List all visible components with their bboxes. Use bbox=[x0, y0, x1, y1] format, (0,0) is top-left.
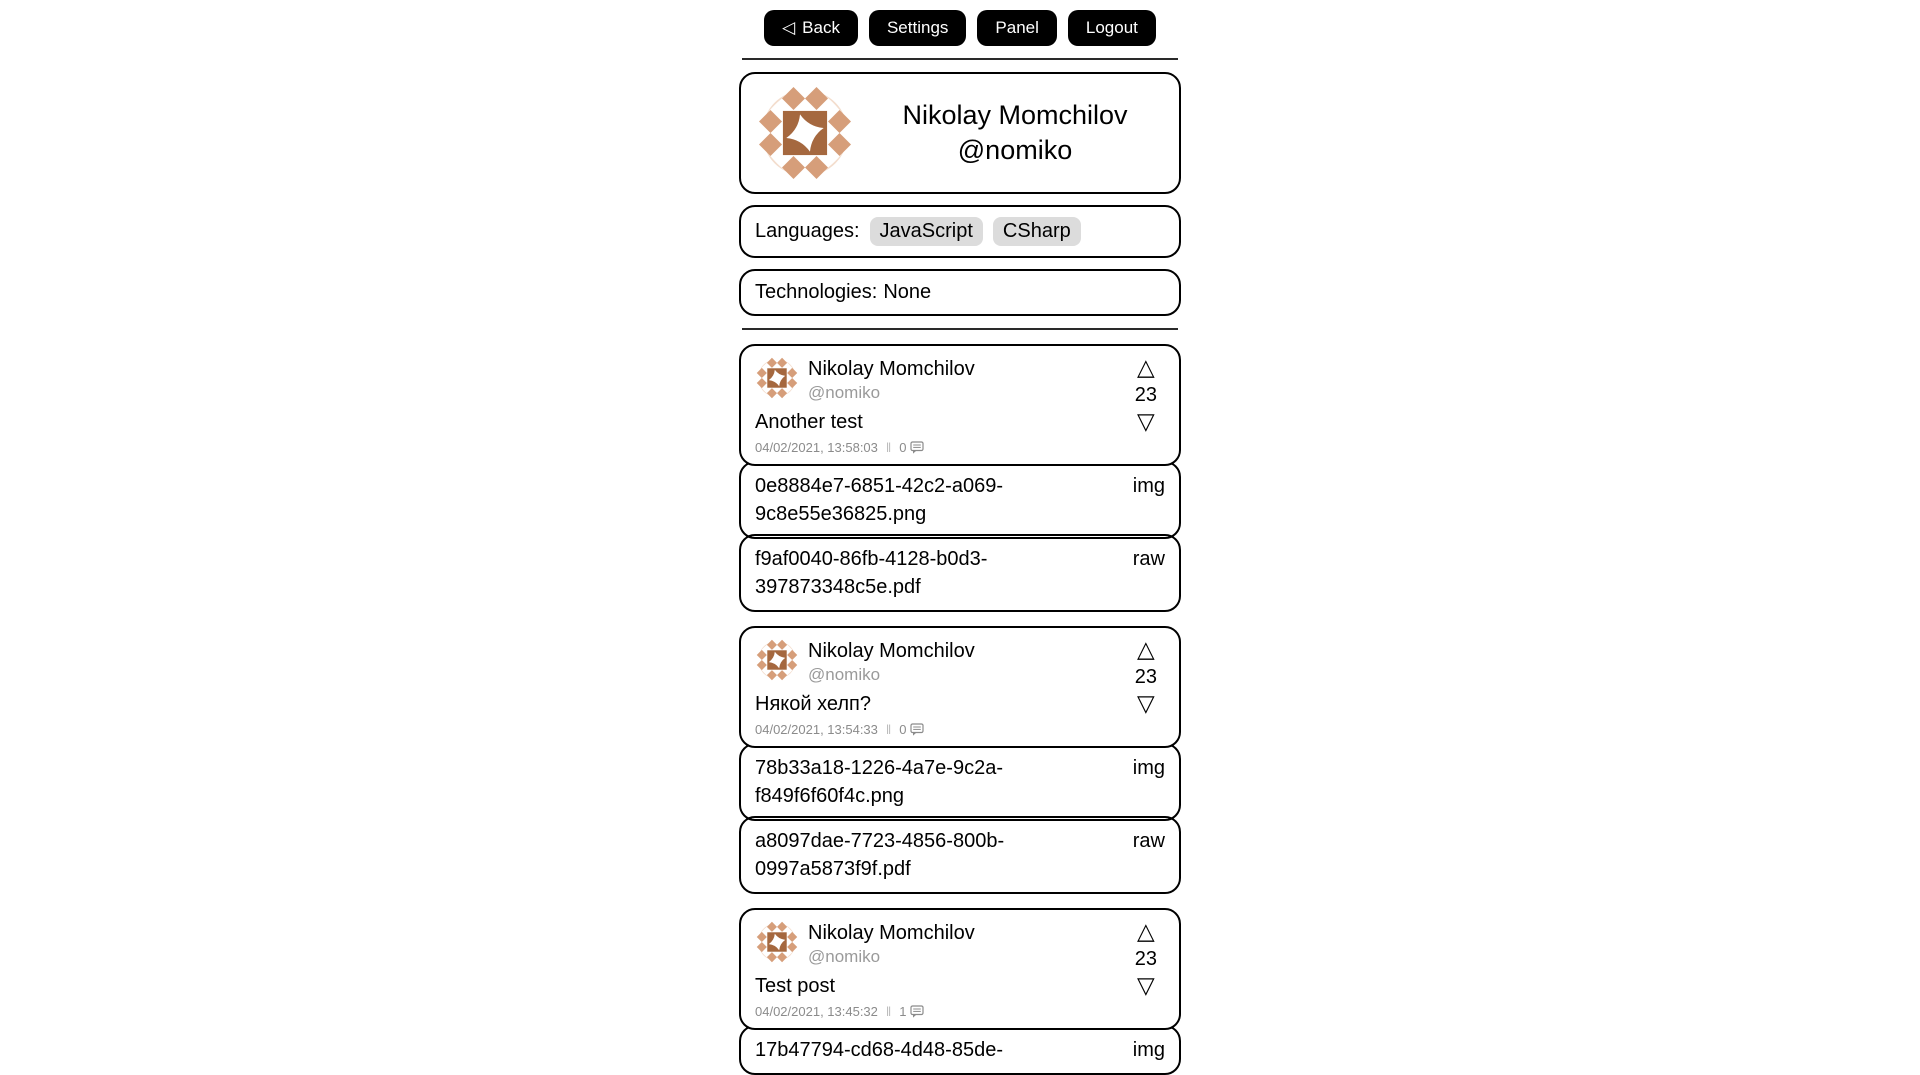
attachment-type: raw bbox=[1132, 830, 1165, 853]
technologies-value: None bbox=[883, 281, 932, 304]
panel-button[interactable]: Panel bbox=[977, 10, 1056, 46]
meta-separator: ‖ bbox=[885, 440, 892, 456]
vote-column bbox=[1135, 637, 1157, 716]
post-avatar bbox=[755, 638, 799, 682]
attachment-filename: 17b47794-cd68-4d48-85de- bbox=[755, 1039, 1003, 1062]
post-card[interactable] bbox=[739, 908, 1181, 1030]
page bbox=[739, 0, 1181, 1075]
post-author: Nikolay Momchilov bbox=[808, 358, 975, 381]
profile-names bbox=[865, 98, 1165, 169]
attachment-type: img bbox=[1132, 475, 1165, 498]
posts-divider bbox=[742, 328, 1178, 330]
post-group bbox=[739, 908, 1181, 1075]
technologies-card bbox=[739, 269, 1181, 316]
technologies-label: Technologies: bbox=[755, 281, 878, 304]
attachment-card[interactable] bbox=[739, 816, 1181, 894]
post-author-block bbox=[808, 356, 975, 403]
attachment-filename: a8097dae-7723-4856-800b-0997a5873f9f.pdf bbox=[755, 830, 1005, 881]
settings-button[interactable]: Settings bbox=[869, 10, 966, 46]
post-meta bbox=[755, 440, 1165, 455]
comment-icon bbox=[910, 441, 924, 454]
back-arrow-icon: ◁ bbox=[782, 18, 796, 37]
profile-card bbox=[739, 72, 1181, 194]
attachment-type: raw bbox=[1132, 548, 1165, 571]
post-group bbox=[739, 626, 1181, 894]
post-author: Nikolay Momchilov bbox=[808, 922, 975, 945]
vote-column bbox=[1135, 919, 1157, 998]
attachment-type: img bbox=[1132, 1039, 1165, 1062]
attachment-type: img bbox=[1132, 757, 1165, 780]
post-avatar bbox=[755, 356, 799, 400]
post-handle: @nomiko bbox=[808, 383, 881, 403]
attachment-card[interactable] bbox=[739, 1025, 1181, 1075]
post-title: Another test bbox=[755, 411, 863, 434]
post-author-block bbox=[808, 638, 975, 685]
post-card[interactable] bbox=[739, 626, 1181, 748]
post-card[interactable] bbox=[739, 344, 1181, 466]
languages-card bbox=[739, 205, 1181, 258]
back-button[interactable] bbox=[764, 10, 858, 46]
upvote-button[interactable]: △ bbox=[1137, 918, 1155, 945]
meta-separator: ‖ bbox=[885, 722, 892, 738]
attachment-filename: 0e8884e7-6851-42c2-a069-9c8e55e36825.png bbox=[755, 475, 1003, 526]
vote-count: 23 bbox=[1134, 947, 1157, 970]
post-avatar bbox=[755, 920, 799, 964]
profile-avatar bbox=[755, 83, 855, 183]
comment-count: 1 bbox=[899, 1004, 907, 1020]
post-meta bbox=[755, 722, 1165, 737]
comments-indicator bbox=[899, 722, 923, 737]
post-timestamp: 04/02/2021, 13:54:33 bbox=[755, 722, 878, 738]
profile-handle: @nomiko bbox=[957, 135, 1073, 166]
vote-count: 23 bbox=[1134, 383, 1157, 406]
posts-list bbox=[739, 344, 1181, 1075]
attachment-filename: 78b33a18-1226-4a7e-9c2a-f849f6f60f4c.png bbox=[755, 757, 1003, 808]
attachment-card[interactable] bbox=[739, 743, 1181, 821]
back-button-label: Back bbox=[802, 18, 840, 37]
comment-icon bbox=[910, 723, 924, 736]
attachment-card[interactable] bbox=[739, 461, 1181, 539]
comments-indicator bbox=[899, 440, 923, 455]
post-header bbox=[755, 356, 1165, 403]
upvote-button[interactable]: △ bbox=[1137, 354, 1155, 381]
post-timestamp: 04/02/2021, 13:58:03 bbox=[755, 440, 878, 456]
upvote-button[interactable]: △ bbox=[1137, 636, 1155, 663]
languages-label: Languages: bbox=[755, 220, 860, 243]
vote-column bbox=[1135, 355, 1157, 434]
post-title: Някой хелп? bbox=[755, 693, 871, 716]
top-divider bbox=[742, 58, 1178, 60]
logout-button[interactable]: Logout bbox=[1068, 10, 1156, 46]
meta-separator: ‖ bbox=[885, 1004, 892, 1020]
post-author-block bbox=[808, 920, 975, 967]
attachment-card[interactable] bbox=[739, 534, 1181, 612]
post-author: Nikolay Momchilov bbox=[808, 640, 975, 663]
toolbar bbox=[739, 10, 1181, 46]
language-tag-javascript: JavaScript bbox=[870, 217, 983, 246]
downvote-button[interactable]: ▽ bbox=[1137, 407, 1155, 434]
comment-count: 0 bbox=[899, 722, 907, 738]
post-title: Test post bbox=[755, 975, 836, 998]
post-handle: @nomiko bbox=[808, 665, 881, 685]
attachment-filename: f9af0040-86fb-4128-b0d3-397873348c5e.pdf bbox=[755, 548, 988, 599]
downvote-button[interactable]: ▽ bbox=[1137, 971, 1155, 998]
profile-name: Nikolay Momchilov bbox=[902, 99, 1128, 130]
vote-count: 23 bbox=[1134, 665, 1157, 688]
post-header bbox=[755, 920, 1165, 967]
post-handle: @nomiko bbox=[808, 947, 881, 967]
downvote-button[interactable]: ▽ bbox=[1137, 689, 1155, 716]
language-tag-csharp: CSharp bbox=[993, 217, 1081, 246]
post-timestamp: 04/02/2021, 13:45:32 bbox=[755, 1004, 878, 1020]
post-group bbox=[739, 344, 1181, 612]
post-header bbox=[755, 638, 1165, 685]
comment-count: 0 bbox=[899, 440, 907, 456]
